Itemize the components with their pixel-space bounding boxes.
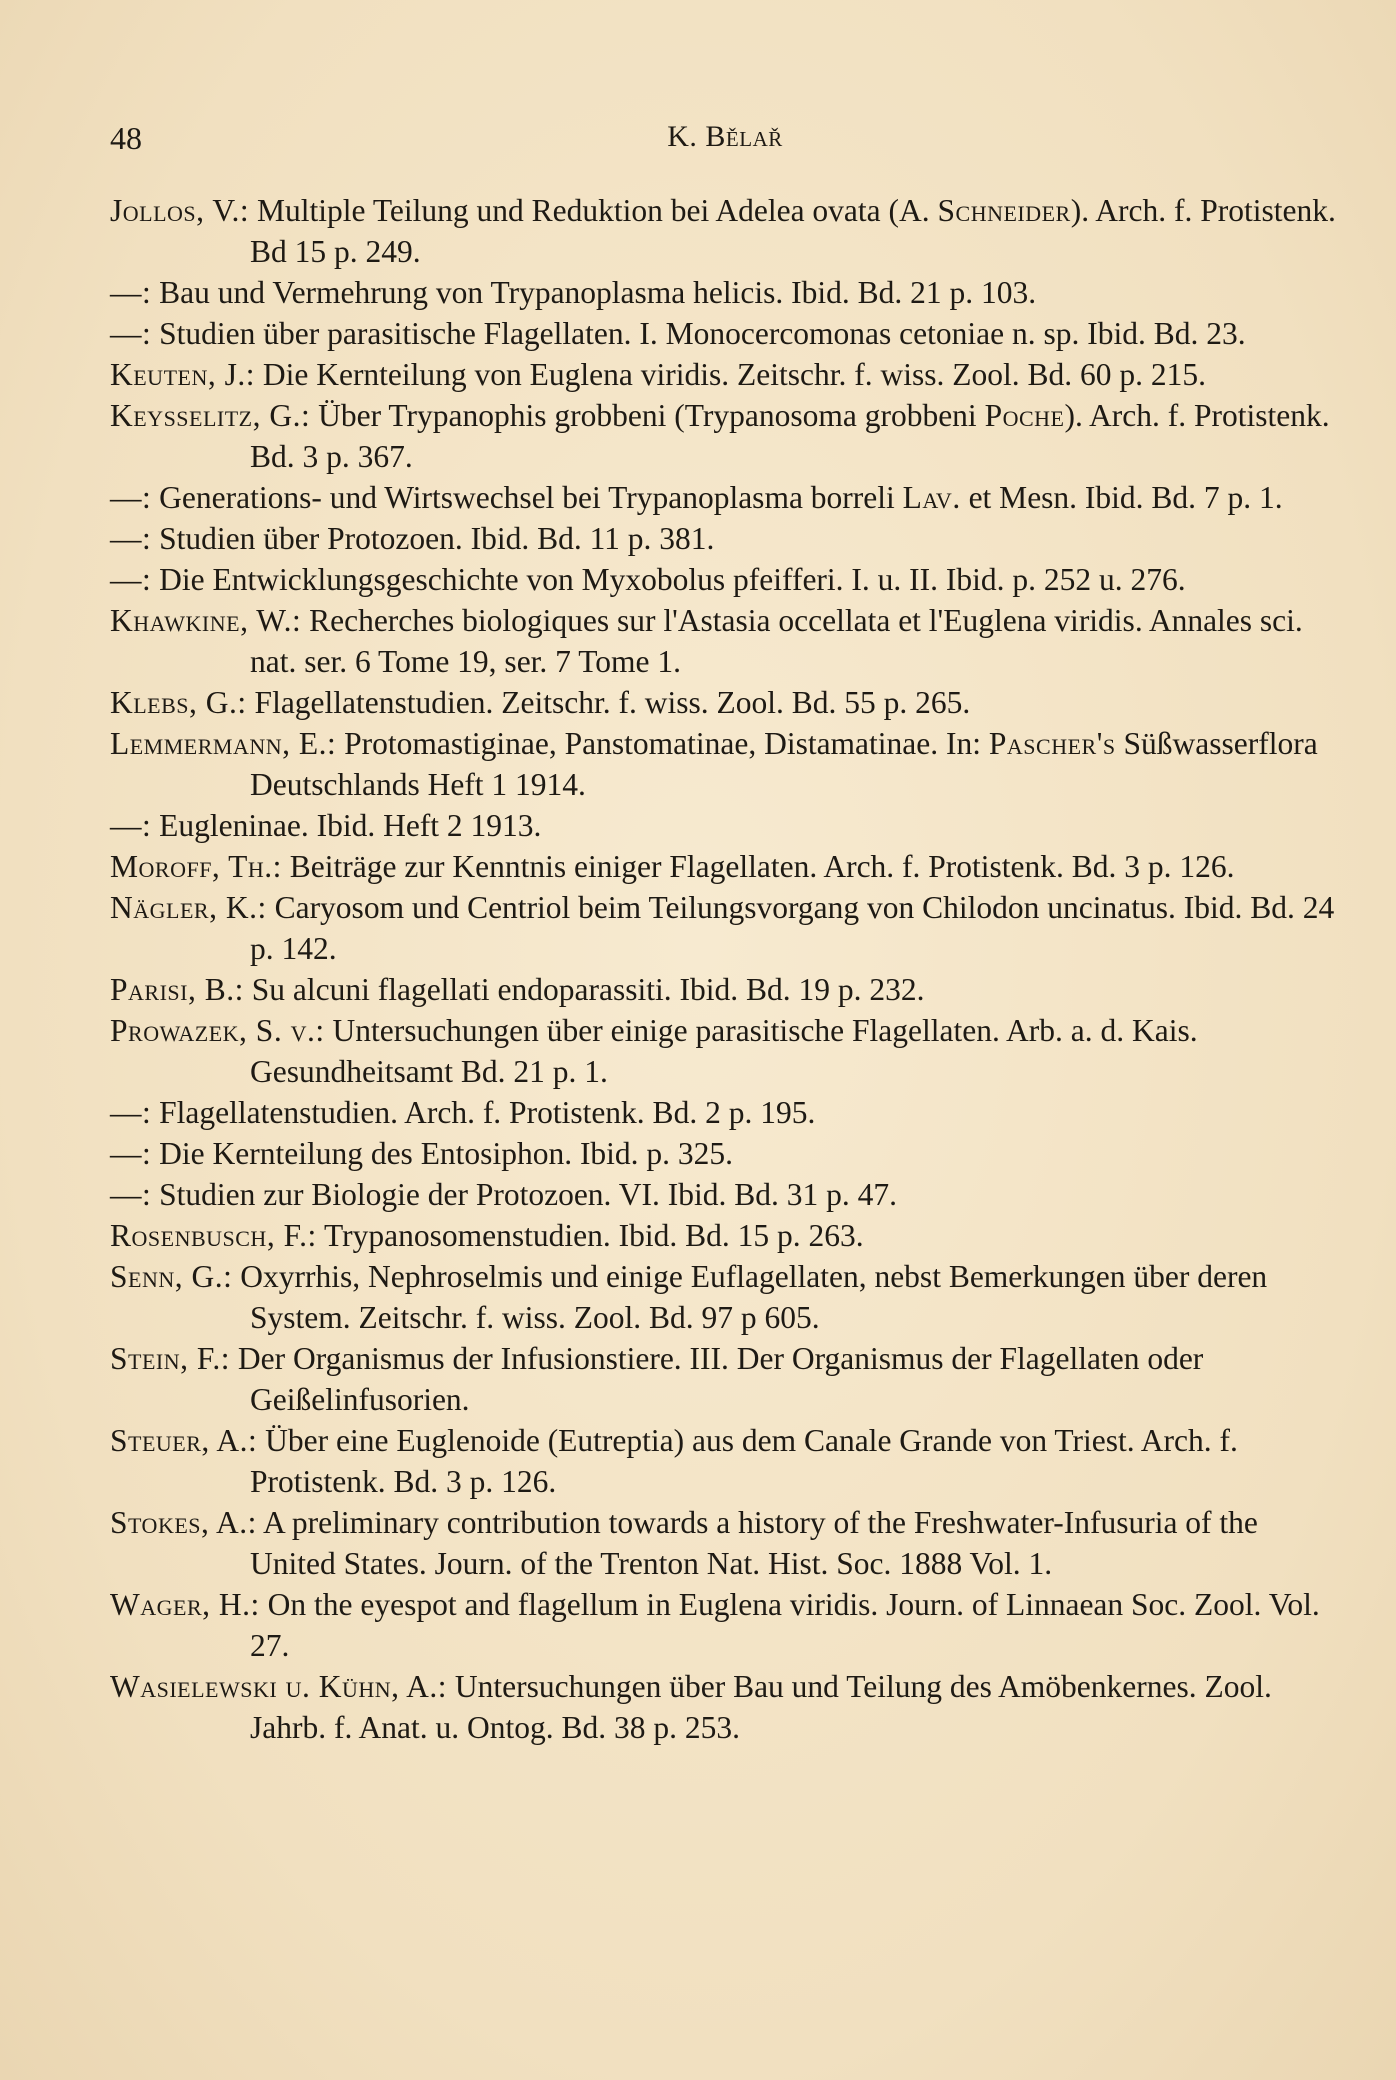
entry-text: Beiträge zur Kenntnis einiger Flagellaten. Arch. f. Protistenk. Bd. 3 p. 126. <box>281 849 1235 884</box>
entry-text: Flagellatenstudien. Arch. f. Protistenk. Bd. 2 p. 195. <box>151 1095 816 1130</box>
bibliography-entry <box>110 559 1340 600</box>
entry-author: Keuten, J.: <box>110 357 255 392</box>
bibliography-entry <box>110 1420 1340 1502</box>
bibliography-entry <box>110 1666 1340 1748</box>
bibliography-entry <box>110 1215 1340 1256</box>
entry-text: Oxyrrhis, Nephroselmis und einige Euflagellaten, nebst Bemerkungen über deren System. Zeitschr. f. wiss. Zool. Bd. 97 p 605. <box>232 1259 1268 1335</box>
entry-author: Klebs, G.: <box>110 685 247 720</box>
entry-text: Flagellatenstudien. Zeitschr. f. wiss. Zool. Bd. 55 p. 265. <box>246 685 971 720</box>
entry-author: —: <box>110 480 152 515</box>
bibliography-entry <box>110 190 1340 272</box>
entry-author: Lemmermann, E.: <box>110 726 337 761</box>
entry-text: Multiple Teilung und Reduktion bei Adelea ovata (A. <box>249 193 938 228</box>
entry-text: Untersuchungen über einige parasitische Flagellaten. Arb. a. d. Kais. Gesundheitsamt Bd. 21 p. 1. <box>250 1013 1198 1089</box>
entry-text: Bau und Vermehrung von Trypanoplasma helicis. Ibid. Bd. 21 p. 103. <box>151 275 1037 310</box>
page-number: 48 <box>110 120 142 156</box>
entry-text: Die Kernteilung des Entosiphon. Ibid. p. 325. <box>151 1136 734 1171</box>
entry-author: Steuer, A.: <box>110 1423 258 1458</box>
entry-author: Keysselitz, G.: <box>110 398 311 433</box>
bibliography-entry <box>110 1256 1340 1338</box>
entry-text: Studien zur Biologie der Protozoen. VI. Ibid. Bd. 31 p. 47. <box>151 1177 897 1212</box>
entry-text: Die Entwicklungsgeschichte von Myxobolus pfeifferi. I. u. II. Ibid. p. 252 u. 276. <box>151 562 1186 597</box>
entry-author: —: <box>110 1095 152 1130</box>
entry-text-tail: et Mesn. Ibid. Bd. 7 p. 1. <box>960 480 1283 515</box>
entry-author: Senn, G.: <box>110 1259 233 1294</box>
bibliography-entry <box>110 887 1340 969</box>
entry-author: Jollos, V.: <box>110 193 250 228</box>
entry-author: —: <box>110 1177 152 1212</box>
entry-text: Der Organismus der Infusionstiere. III. Der Organismus der Flagellaten oder Geißelinfusorien. <box>229 1341 1204 1417</box>
bibliography-entry <box>110 1010 1340 1092</box>
entry-author: —: <box>110 521 152 556</box>
entry-author: Wasielewski u. Kühn, A.: <box>110 1669 448 1704</box>
bibliography-entry <box>110 395 1340 477</box>
bibliography-entry <box>110 1502 1340 1584</box>
entry-author: —: <box>110 1136 152 1171</box>
bibliography-entry <box>110 846 1340 887</box>
bibliography-entry <box>110 969 1340 1010</box>
entry-text: A preliminary contribution towards a history of the Freshwater-Infusuria of the United States. Journ. of the Trenton Nat. Hist. Soc. 1888 Vol. 1. <box>250 1505 1258 1581</box>
entry-author: Moroff, Th.: <box>110 849 282 884</box>
entry-text-tail: ). Arch. f. Protistenk. Bd. 3 p. 367. <box>250 398 1330 474</box>
bibliography-entry <box>110 723 1340 805</box>
bibliography-entry <box>110 518 1340 559</box>
bibliography-entry <box>110 600 1340 682</box>
entry-author: Rosenbusch, F.: <box>110 1218 317 1253</box>
running-head: K. Bělař <box>667 120 783 153</box>
entry-author: —: <box>110 808 152 843</box>
entry-cited-name: Poche <box>984 398 1065 433</box>
entry-text: Studien über Protozoen. Ibid. Bd. 11 p. 381. <box>151 521 715 556</box>
entry-author: Khawkine, W.: <box>110 603 302 638</box>
entry-text: Protomastiginae, Panstomatinae, Distamatinae. In: <box>336 726 989 761</box>
entry-text: Su alcuni flagellati endoparassiti. Ibid. Bd. 19 p. 232. <box>243 972 925 1007</box>
entry-author: —: <box>110 562 152 597</box>
bibliography-entry <box>110 805 1340 846</box>
entry-author: —: <box>110 275 152 310</box>
entry-text: Studien über parasitische Flagellaten. I. Monocercomonas cetoniae n. sp. Ibid. Bd. 23. <box>151 316 1246 351</box>
entry-text: Generations- und Wirtswechsel bei Trypanoplasma borreli <box>151 480 903 515</box>
entry-author: —: <box>110 316 152 351</box>
entry-cited-name: Schneider <box>937 193 1071 228</box>
entry-author: Nägler, K.: <box>110 890 267 925</box>
entry-author: Parisi, B.: <box>110 972 244 1007</box>
entry-text: Recherches biologiques sur l'Astasia occellata et l'Euglena viridis. Annales sci. nat. ser. 6 Tome 19, ser. 7 Tome 1. <box>250 603 1303 679</box>
page-header <box>110 112 1340 172</box>
bibliography-list <box>110 190 1340 1748</box>
bibliography-entry <box>110 1174 1340 1215</box>
bibliography-entry <box>110 354 1340 395</box>
entry-text: Eugleninae. Ibid. Heft 2 1913. <box>151 808 542 843</box>
entry-text-tail: Süßwasserflora Deutschlands Heft 1 1914. <box>250 726 1318 802</box>
entry-text: Über eine Euglenoide (Eutreptia) aus dem Canale Grande von Triest. Arch. f. Protistenk. Bd. 3 p. 126. <box>250 1423 1238 1499</box>
entry-author: Stokes, A.: <box>110 1505 257 1540</box>
entry-text: Über Trypanophis grobbeni (Trypanosoma grobbeni <box>310 398 985 433</box>
entry-text: Untersuchungen über Bau und Teilung des Amöbenkernes. Zool. Jahrb. f. Anat. u. Ontog. Bd. 38 p. 253. <box>250 1669 1272 1745</box>
entry-author: Prowazek, S. v.: <box>110 1013 325 1048</box>
entry-text: Die Kernteilung von Euglena viridis. Zeitschr. f. wiss. Zool. Bd. 60 p. 215. <box>254 357 1206 392</box>
entry-text-tail: ). Arch. f. Protistenk. Bd 15 p. 249. <box>250 193 1336 269</box>
entry-text: Caryosom und Centriol beim Teilungsvorgang von Chilodon uncinatus. Ibid. Bd. 24 p. 142. <box>250 890 1335 966</box>
bibliography-entry <box>110 477 1340 518</box>
bibliography-entry <box>110 313 1340 354</box>
bibliography-entry <box>110 1338 1340 1420</box>
entry-cited-name: Lav. <box>902 480 961 515</box>
entry-text: On the eyespot and flagellum in Euglena viridis. Journ. of Linnaean Soc. Zool. Vol. 27. <box>250 1587 1320 1663</box>
bibliography-entry <box>110 1584 1340 1666</box>
entry-text: Trypanosomenstudien. Ibid. Bd. 15 p. 263. <box>316 1218 864 1253</box>
bibliography-entry <box>110 682 1340 723</box>
bibliography-entry <box>110 1133 1340 1174</box>
entry-author: Stein, F.: <box>110 1341 230 1376</box>
entry-cited-name: Pascher's <box>988 726 1116 761</box>
entry-author: Wager, H.: <box>110 1587 260 1622</box>
bibliography-entry <box>110 272 1340 313</box>
bibliography-entry <box>110 1092 1340 1133</box>
